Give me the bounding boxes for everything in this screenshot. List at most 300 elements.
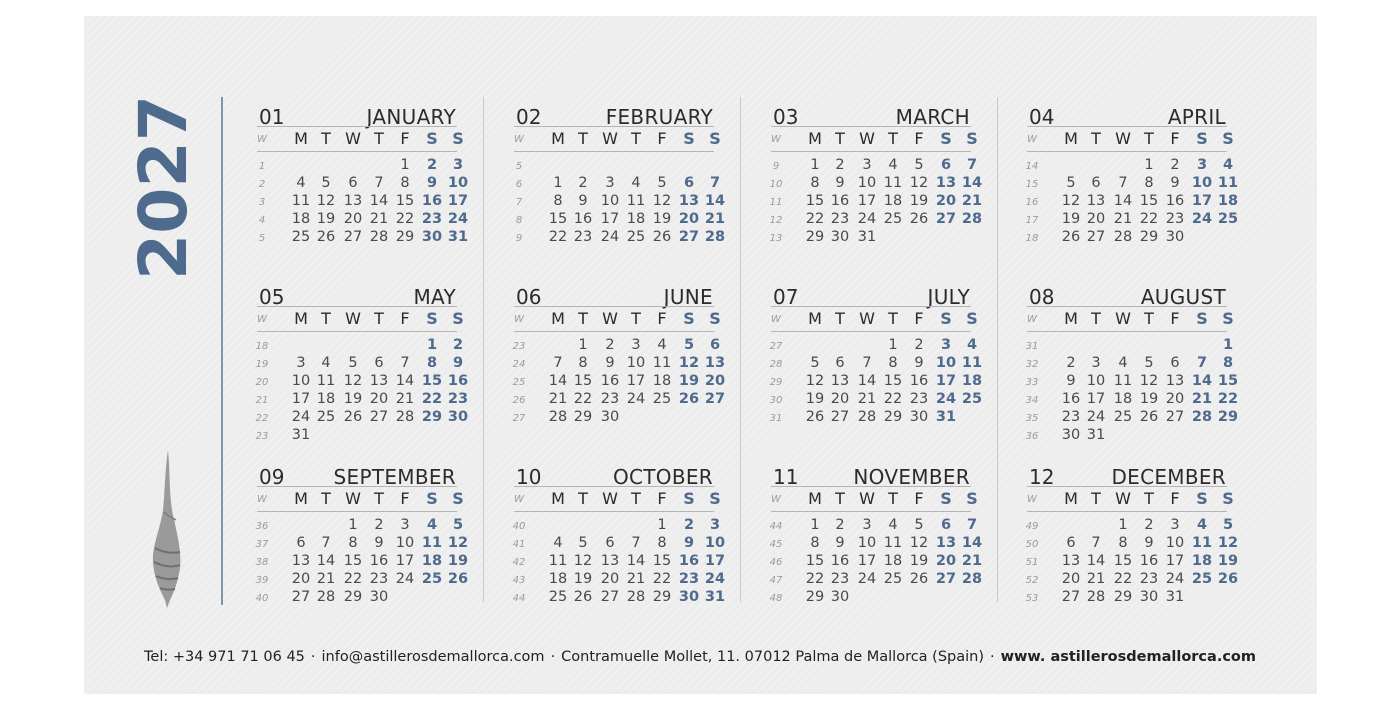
month-header [1027, 103, 1227, 127]
day-cell: 15 [395, 193, 415, 209]
day-cell: 24 [857, 571, 877, 587]
weekend-day: 21 [961, 193, 983, 209]
tue-header: T [835, 309, 845, 328]
week-row [512, 354, 726, 372]
day-cell: 3 [605, 175, 615, 191]
thu-header: T [631, 129, 641, 148]
week-row [1025, 372, 1239, 390]
footer-separator: · [310, 649, 316, 665]
sun-header: S [966, 129, 978, 148]
thu-header: T [1144, 489, 1154, 508]
day-cell: 6 [348, 175, 358, 191]
day-cell: 23 [1061, 409, 1081, 425]
month-header [514, 283, 714, 307]
day-cell: 29 [343, 589, 363, 605]
week-number: 46 [769, 557, 783, 568]
week-header: W [257, 134, 267, 145]
week-rows [257, 156, 469, 246]
sat-header: S [1196, 129, 1208, 148]
tue-header: T [321, 309, 331, 328]
day-cell: 11 [548, 553, 568, 569]
day-cell: 4 [296, 175, 306, 191]
day-cell: 26 [805, 409, 825, 425]
weekend-day: 13 [704, 355, 726, 371]
week-number: 22 [255, 413, 269, 424]
week-row [255, 516, 464, 534]
day-cell: 2 [1144, 517, 1154, 533]
day-cell: 15 [805, 553, 825, 569]
weekend-day: 27 [935, 571, 957, 587]
week-number: 16 [1025, 197, 1039, 208]
month-number: 04 [1029, 105, 1055, 129]
weekday-header-row [1027, 306, 1234, 332]
weekend-day: 27 [935, 211, 957, 227]
week-number: 5 [515, 161, 523, 172]
month-header [257, 463, 457, 487]
day-cell: 25 [316, 409, 336, 425]
column-divider [740, 97, 741, 602]
week-row [512, 516, 721, 534]
weekend-day: 28 [961, 571, 983, 587]
column-divider [997, 97, 998, 602]
day-cell: 11 [883, 175, 903, 191]
day-cell: 24 [1086, 409, 1106, 425]
day-cell: 19 [652, 211, 672, 227]
weekend-day: 1 [1222, 337, 1234, 353]
day-cell: 6 [605, 535, 615, 551]
weekend-day: 6 [940, 157, 952, 173]
month-header [1027, 283, 1227, 307]
month-number: 01 [259, 105, 285, 129]
day-cell: 17 [291, 391, 311, 407]
week-rows [769, 336, 983, 426]
weekend-day: 4 [1222, 157, 1234, 173]
fri-header: F [657, 309, 667, 328]
day-cell: 5 [810, 355, 820, 371]
week-row [514, 210, 726, 228]
thu-header: T [374, 129, 384, 148]
weekend-day: 28 [1191, 409, 1213, 425]
day-cell: 17 [857, 553, 877, 569]
footer-website[interactable]: www. astillerosdemallorca.com [1000, 649, 1256, 665]
day-cell: 20 [1086, 211, 1106, 227]
day-cell: 13 [343, 193, 363, 209]
day-cell: 15 [883, 373, 903, 389]
wed-header: W [345, 309, 361, 328]
weekend-day: 9 [683, 535, 695, 551]
weekend-day: 8 [1222, 355, 1234, 371]
fri-header: F [657, 129, 667, 148]
footer-tel: Tel: +34 971 71 06 45 [144, 649, 305, 665]
week-row [257, 588, 457, 606]
fri-header: F [914, 489, 924, 508]
week-row [769, 354, 983, 372]
tue-header: T [578, 129, 588, 148]
day-cell: 23 [909, 391, 929, 407]
day-cell: 13 [830, 373, 850, 389]
day-cell: 30 [369, 589, 389, 605]
sat-header: S [683, 489, 695, 508]
week-row [514, 156, 714, 174]
month-name: AUGUST [1140, 285, 1226, 309]
day-cell: 1 [657, 517, 667, 533]
fri-header: F [400, 309, 410, 328]
thu-header: T [888, 309, 898, 328]
day-cell: 20 [343, 211, 363, 227]
day-cell: 27 [600, 589, 620, 605]
day-cell: 15 [573, 373, 593, 389]
month-header [514, 103, 714, 127]
day-cell: 9 [835, 175, 845, 191]
day-cell: 19 [573, 571, 593, 587]
weekday-header-row [514, 126, 721, 152]
wed-header: W [345, 489, 361, 508]
day-cell: 10 [857, 175, 877, 191]
tue-header: T [578, 309, 588, 328]
day-cell: 24 [1165, 571, 1185, 587]
week-row [255, 354, 464, 372]
week-number: 33 [1025, 377, 1039, 388]
week-row [255, 570, 469, 588]
weekend-day: 21 [1191, 391, 1213, 407]
day-cell: 28 [857, 409, 877, 425]
week-rows [512, 336, 726, 426]
day-cell: 10 [626, 355, 646, 371]
day-cell: 27 [1086, 229, 1106, 245]
weekend-day: 30 [421, 229, 443, 245]
day-cell: 29 [1139, 229, 1159, 245]
day-cell: 21 [626, 571, 646, 587]
day-cell: 27 [291, 589, 311, 605]
day-cell: 18 [1113, 391, 1133, 407]
day-cell: 2 [835, 157, 845, 173]
month-july [769, 283, 983, 453]
day-cell: 26 [343, 409, 363, 425]
sat-header: S [940, 129, 952, 148]
month-january [257, 103, 469, 273]
weekday-header-row [257, 126, 464, 152]
day-cell: 26 [1139, 409, 1159, 425]
day-cell: 14 [548, 373, 568, 389]
day-cell: 5 [914, 517, 924, 533]
day-cell: 11 [316, 373, 336, 389]
week-number: 38 [255, 557, 269, 568]
thu-header: T [374, 309, 384, 328]
day-cell: 2 [605, 337, 615, 353]
weekend-day: 19 [678, 373, 700, 389]
weekend-day: 5 [1222, 517, 1234, 533]
week-row [1025, 552, 1239, 570]
week-number: 3 [258, 197, 266, 208]
weekend-day: 9 [426, 175, 438, 191]
day-cell: 21 [395, 391, 415, 407]
day-cell: 28 [626, 589, 646, 605]
thu-header: T [1144, 129, 1154, 148]
week-row [771, 228, 971, 246]
day-cell: 9 [835, 535, 845, 551]
week-number: 12 [769, 215, 783, 226]
day-cell: 9 [914, 355, 924, 371]
footer-email[interactable]: info@astillerosdemallorca.com [321, 649, 545, 665]
day-cell: 25 [626, 229, 646, 245]
week-row [769, 516, 978, 534]
weekend-day: 20 [678, 211, 700, 227]
sat-header: S [426, 129, 438, 148]
day-cell: 5 [914, 157, 924, 173]
day-cell: 25 [1113, 409, 1133, 425]
week-header: W [1027, 314, 1037, 325]
weekend-day: 6 [709, 337, 721, 353]
day-cell: 8 [1118, 535, 1128, 551]
weekend-day: 12 [447, 535, 469, 551]
weekend-day: 7 [709, 175, 721, 191]
weekend-day: 23 [421, 211, 443, 227]
week-row [769, 336, 978, 354]
day-cell: 31 [291, 427, 311, 443]
weekend-day: 14 [1191, 373, 1213, 389]
day-cell: 1 [348, 517, 358, 533]
day-cell: 22 [1139, 211, 1159, 227]
sun-header: S [709, 489, 721, 508]
weekend-day: 28 [961, 211, 983, 227]
day-cell: 13 [1165, 373, 1185, 389]
day-cell: 21 [1113, 211, 1133, 227]
day-cell: 8 [348, 535, 358, 551]
week-number: 14 [1025, 161, 1039, 172]
mon-header: M [551, 489, 565, 508]
week-number: 23 [512, 341, 526, 352]
fri-header: F [657, 489, 667, 508]
week-rows [514, 156, 726, 246]
day-cell: 5 [1144, 355, 1154, 371]
weekend-day: 4 [966, 337, 978, 353]
fri-header: F [1170, 309, 1180, 328]
weekend-day: 14 [961, 175, 983, 191]
fri-header: F [1170, 489, 1180, 508]
day-cell: 20 [369, 391, 389, 407]
sun-header: S [709, 309, 721, 328]
day-cell: 18 [548, 571, 568, 587]
day-cell: 19 [316, 211, 336, 227]
week-number: 15 [1025, 179, 1039, 190]
day-cell: 26 [573, 589, 593, 605]
month-february [514, 103, 726, 273]
weekend-day: 7 [1196, 355, 1208, 371]
day-cell: 12 [652, 193, 672, 209]
day-cell: 16 [1061, 391, 1081, 407]
weekend-day: 19 [1217, 553, 1239, 569]
week-row [1025, 354, 1234, 372]
day-cell: 24 [857, 211, 877, 227]
weekend-day: 6 [940, 517, 952, 533]
day-cell: 9 [1144, 535, 1154, 551]
day-cell: 17 [395, 553, 415, 569]
week-row [1027, 588, 1227, 606]
day-cell: 16 [600, 373, 620, 389]
weekend-day: 3 [709, 517, 721, 533]
week-number: 36 [1025, 431, 1039, 442]
day-cell: 7 [553, 355, 563, 371]
weekend-day: 29 [421, 409, 443, 425]
day-cell: 5 [657, 175, 667, 191]
week-row [257, 156, 464, 174]
day-cell: 9 [578, 193, 588, 209]
month-march [769, 103, 983, 273]
week-row [255, 372, 469, 390]
day-cell: 5 [348, 355, 358, 371]
weekend-day: 4 [426, 517, 438, 533]
week-row [257, 228, 469, 246]
week-number: 45 [769, 539, 783, 550]
day-cell: 9 [605, 355, 615, 371]
day-cell: 10 [291, 373, 311, 389]
day-cell: 20 [1061, 571, 1081, 587]
day-cell: 3 [631, 337, 641, 353]
year-title [124, 95, 196, 280]
mon-header: M [808, 489, 822, 508]
month-name: JULY [927, 285, 970, 309]
week-number: 21 [255, 395, 269, 406]
tue-header: T [578, 489, 588, 508]
day-cell: 11 [1113, 373, 1133, 389]
day-cell: 31 [1165, 589, 1185, 605]
week-number: 6 [515, 179, 523, 190]
day-cell: 21 [369, 211, 389, 227]
week-row [512, 390, 726, 408]
week-number: 35 [1025, 413, 1039, 424]
day-cell: 13 [1086, 193, 1106, 209]
weekend-day: 24 [447, 211, 469, 227]
month-name: SEPTEMBER [333, 465, 456, 489]
day-cell: 21 [1086, 571, 1106, 587]
day-cell: 10 [600, 193, 620, 209]
weekday-header-row [771, 486, 978, 512]
day-cell: 21 [548, 391, 568, 407]
wed-header: W [1115, 309, 1131, 328]
day-cell: 29 [652, 589, 672, 605]
week-header: W [771, 134, 781, 145]
day-cell: 24 [395, 571, 415, 587]
day-cell: 13 [369, 373, 389, 389]
weekend-day: 11 [421, 535, 443, 551]
week-number: 32 [1025, 359, 1039, 370]
month-header [514, 463, 714, 487]
week-rows [1025, 156, 1239, 246]
day-cell: 8 [553, 193, 563, 209]
weekend-day: 8 [426, 355, 438, 371]
week-number: 43 [512, 575, 526, 586]
week-number: 36 [255, 521, 269, 532]
thu-header: T [631, 489, 641, 508]
day-cell: 3 [296, 355, 306, 371]
week-number: 4 [258, 215, 266, 226]
day-cell: 1 [1144, 157, 1154, 173]
day-cell: 4 [888, 517, 898, 533]
sun-header: S [1222, 489, 1234, 508]
week-number: 17 [1025, 215, 1039, 226]
day-cell: 11 [652, 355, 672, 371]
day-cell: 1 [578, 337, 588, 353]
mon-header: M [551, 129, 565, 148]
week-header: W [514, 134, 524, 145]
day-cell: 18 [316, 391, 336, 407]
day-cell: 1 [810, 157, 820, 173]
sun-header: S [709, 129, 721, 148]
weekend-day: 18 [421, 553, 443, 569]
weekday-header-row [514, 306, 721, 332]
day-cell: 17 [1086, 391, 1106, 407]
tue-header: T [321, 129, 331, 148]
month-number: 11 [773, 465, 799, 489]
week-number: 37 [255, 539, 269, 550]
week-row [1025, 336, 1234, 354]
week-number: 47 [769, 575, 783, 586]
month-number: 03 [773, 105, 799, 129]
week-number: 26 [512, 395, 526, 406]
wed-header: W [1115, 489, 1131, 508]
mon-header: M [808, 129, 822, 148]
day-cell: 19 [909, 193, 929, 209]
day-cell: 18 [883, 553, 903, 569]
week-header: W [257, 314, 267, 325]
day-cell: 30 [600, 409, 620, 425]
week-number: 28 [769, 359, 783, 370]
day-cell: 22 [652, 571, 672, 587]
day-cell: 29 [805, 589, 825, 605]
week-row [1027, 228, 1227, 246]
month-header [257, 283, 457, 307]
day-cell: 9 [374, 535, 384, 551]
month-number: 05 [259, 285, 285, 309]
fri-header: F [914, 309, 924, 328]
week-number: 44 [769, 521, 783, 532]
day-cell: 28 [395, 409, 415, 425]
day-cell: 29 [1113, 589, 1133, 605]
week-number: 48 [769, 593, 783, 604]
week-number: 23 [255, 431, 269, 442]
weekday-header-row [257, 306, 464, 332]
week-rows [255, 336, 469, 444]
day-cell: 14 [369, 193, 389, 209]
footer-contact [0, 649, 1400, 665]
tue-header: T [1091, 309, 1101, 328]
week-header: W [514, 314, 524, 325]
week-number: 19 [255, 359, 269, 370]
week-row [255, 552, 469, 570]
day-cell: 17 [1165, 553, 1185, 569]
day-cell: 12 [1139, 373, 1159, 389]
week-number: 18 [1025, 233, 1039, 244]
day-cell: 29 [395, 229, 415, 245]
weekend-day: 2 [426, 157, 438, 173]
week-number: 30 [769, 395, 783, 406]
week-row [1025, 516, 1234, 534]
day-cell: 6 [296, 535, 306, 551]
week-row [514, 408, 714, 426]
sat-header: S [426, 309, 438, 328]
week-row [512, 336, 721, 354]
mon-header: M [294, 489, 308, 508]
footer-separator: · [990, 649, 995, 665]
weekend-day: 24 [935, 391, 957, 407]
month-september [255, 463, 469, 633]
day-cell: 7 [374, 175, 384, 191]
week-number: 9 [772, 161, 780, 172]
day-cell: 3 [400, 517, 410, 533]
day-cell: 19 [1061, 211, 1081, 227]
fri-header: F [400, 129, 410, 148]
week-row [1025, 408, 1239, 426]
